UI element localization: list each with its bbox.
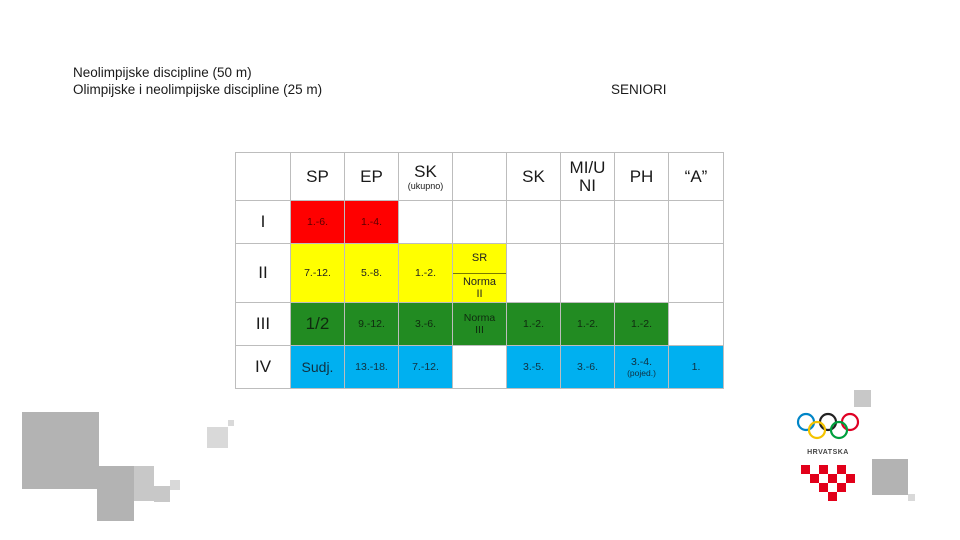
deco-square <box>154 486 170 502</box>
deco-square <box>872 459 908 495</box>
empty-cell <box>561 244 615 303</box>
cell-ep: 13.-18. <box>345 346 399 389</box>
empty-cell <box>669 201 724 244</box>
empty-cell <box>453 346 507 389</box>
table-row <box>236 153 724 201</box>
empty-cell <box>615 201 669 244</box>
cell-sp: 1/2 <box>291 303 345 346</box>
cell-sk: 3.-5. <box>507 346 561 389</box>
header-ph: PH <box>615 153 669 201</box>
deco-square <box>134 466 154 501</box>
empty-cell <box>615 244 669 303</box>
cell-norma-3-line2: III <box>475 324 484 336</box>
cell-sr: SR <box>471 252 488 265</box>
cell-sk-total: 1.-2. <box>399 244 453 303</box>
row-label: IV <box>236 346 291 389</box>
cell-ph <box>615 346 669 389</box>
table-row <box>236 201 724 244</box>
cell-sr-norma <box>453 244 507 303</box>
header-sk-total-label: SK <box>414 161 437 181</box>
empty-cell <box>453 153 507 201</box>
olympic-committee-logo <box>795 410 861 502</box>
row-label: II <box>236 244 291 303</box>
classification-table <box>235 152 724 389</box>
deco-square <box>228 420 234 426</box>
header-miu <box>561 153 615 201</box>
table-row <box>236 303 724 346</box>
cell-ph-line2: (pojed.) <box>627 368 656 378</box>
deco-square <box>908 494 915 501</box>
cell-sk-total: 7.-12. <box>399 346 453 389</box>
header-a: “A” <box>669 153 724 201</box>
cell-sk-total: 3.-6. <box>399 303 453 346</box>
logo-text: HRVATSKA <box>807 449 849 456</box>
empty-cell <box>507 244 561 303</box>
row-label: III <box>236 303 291 346</box>
header-sk-total <box>399 153 453 201</box>
cell-sp: 7.-12. <box>291 244 345 303</box>
cell-sk: 1.-2. <box>507 303 561 346</box>
cell-ph-line1: 3.-4. <box>630 356 652 368</box>
row-label: I <box>236 201 291 244</box>
cell-a: 1. <box>669 346 724 389</box>
deco-square <box>97 466 134 521</box>
header-sk-total-sub: (ukupno) <box>407 180 444 191</box>
empty-cell <box>507 201 561 244</box>
cell-ph: 1.-2. <box>615 303 669 346</box>
empty-cell <box>399 201 453 244</box>
cell-norma-2 <box>453 273 506 303</box>
cell-norma-3-line1: Norma <box>463 312 496 324</box>
empty-cell <box>669 244 724 303</box>
title-line-1: Neolimpijske discipline (50 m) <box>73 65 252 80</box>
header-miu-line2: NI <box>579 175 596 195</box>
cell-norma-3 <box>453 303 507 346</box>
cell-norma-2-line1: Norma <box>462 275 496 288</box>
header-miu-line1: MI/U <box>569 157 606 177</box>
corner-cell <box>236 153 291 201</box>
cell-norma-2-line2: II <box>476 287 483 300</box>
header-sk: SK <box>507 153 561 201</box>
cell-sp: 1.-6. <box>291 201 345 244</box>
empty-cell <box>669 303 724 346</box>
header-ep: EP <box>345 153 399 201</box>
table-row <box>236 244 724 303</box>
title-line-2: Olimpijske i neolimpijske discipline (25 m) <box>73 82 323 97</box>
header-sp: SP <box>291 153 345 201</box>
empty-cell <box>561 201 615 244</box>
deco-square <box>22 412 99 489</box>
empty-cell <box>453 201 507 244</box>
cell-sp: Sudj. <box>291 346 345 389</box>
table-row <box>236 346 724 389</box>
deco-square <box>207 427 228 448</box>
title-block <box>73 64 322 98</box>
cell-miu: 1.-2. <box>561 303 615 346</box>
deco-square <box>170 480 180 490</box>
cell-ep: 5.-8. <box>345 244 399 303</box>
cell-ep: 9.-12. <box>345 303 399 346</box>
olympic-rings-icon <box>795 410 861 502</box>
cell-ep: 1.-4. <box>345 201 399 244</box>
cell-miu: 3.-6. <box>561 346 615 389</box>
category-label: SENIORI <box>611 82 667 97</box>
checkerboard-icon <box>801 465 855 501</box>
deco-square <box>854 390 871 407</box>
